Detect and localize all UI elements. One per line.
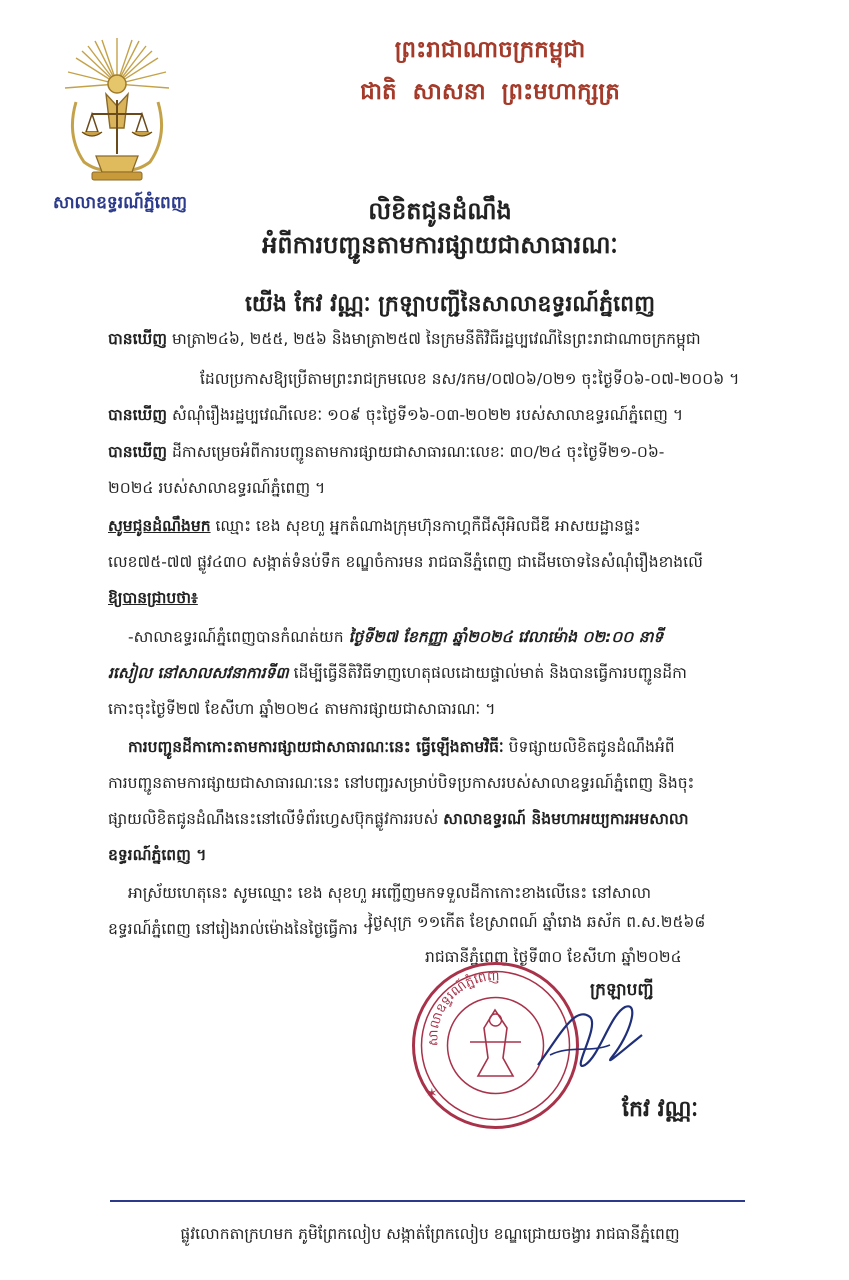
notice-line-2: លេខ៧៥-៧៧ ផ្លូវ៤៣០ សង្កាត់ទំនប់ទឹក ខណ្ឌចំការមន រាជធានីភ្នំពេញ ជាដើមចោទនៃសំណុំរឿងខាងលើ [108,553,703,571]
para2-line-4: ឧទ្ធរណ៍ភ្នំពេញ ។ [108,845,207,864]
consideration-1-cont: ដែលប្រកាសឱ្យប្រើតាមព្រះរាជក្រមលេខ នស/រកម/០៧០៦/០២១ ចុះថ្ងៃទី០៦-០៧-២០០៦ ។ [200,370,740,388]
para1-line-2 [108,664,687,683]
para1-line-1 [128,628,663,647]
consideration-label: បានឃើញ [108,442,168,461]
hearing-datetime: ថ្ងៃទី២៧ ខែកញ្ញា ឆ្នាំ២០២៤ វេលាម៉ោង ០២:០០ នាទី [348,628,664,646]
svg-text:សាលាឧទ្ធរណ៍ភ្នំពេញ [426,969,499,1046]
consideration-2 [108,406,683,425]
consideration-1 [108,330,701,349]
para3-line-2: ឧទ្ធរណ៍ភ្នំពេញ នៅរៀងរាល់ម៉ោងនៃថ្ងៃធ្វើការ ។ [108,920,373,938]
notice-text: ឈ្មោះ ខេង សុខហួ អ្នកតំណាងក្រុមហ៊ុនកាហ្គកឺជីស៊ីអិលជីឌី អាសយដ្ឋានផ្ទះ [215,517,641,535]
para2-lead: ការបញ្ជូនដីកាកោះតាមការផ្សាយជាសាធារណៈនេះ ធ្វើឡើងតាមវិធីៈ [128,737,504,756]
para2-line-3 [108,810,689,829]
court-emblem-icon [62,36,172,186]
consideration-label: បានឃើញ [108,405,168,424]
solar-date: រាជធានីភ្នំពេញ ថ្ងៃទី៣០ ខែសីហា ឆ្នាំ២០២៤ [425,948,682,966]
para3-line-1: អាស្រ័យហេតុនេះ សូមឈ្មោះ ខេង សុខហួ អញ្ជើញមកទទួលដីកាកោះខាងលើនេះ នៅសាលា [128,884,652,902]
notice-aware: ឱ្យបានជ្រាបថា៖ [108,588,198,607]
footer-divider [110,1200,745,1202]
para1-line-3: កោះចុះថ្ងៃទី២៧ ខែសីហា ឆ្នាំ២០២៤ តាមការផ្សាយជាសាធារណៈ ។ [108,700,496,718]
document-title: លិខិតជូនដំណឹង [368,196,512,225]
lunar-date: ថ្ងៃសុក្រ ១១កេីត ខែស្រាពណ៍ ឆ្នាំរោង ឆស័ក ព.ស.២៥៦៨ [368,913,706,931]
para1-rest: ដើម្បីធ្វើនីតិវិធីទាញហេតុផលដោយផ្ទាល់មាត់ និងបានធ្វើការបញ្ជូនដីកា [293,664,687,682]
para2-text: ផ្សាយលិខិតជូនដំណឹងនេះនៅលើទំព័រហ្វេសប៊ុកផ្លូវការរបស់ [108,810,439,828]
consideration-text: មាត្រា២៤៦, ២៥៥, ២៥៦ និងមាត្រា២៥៧ នៃក្រមនីតិវិធីរដ្ឋប្បវេណីនៃព្រះរាជាណាចក្រកម្ពុជា [171,330,701,348]
para1-prefix: -សាលាឧទ្ធរណ៍ភ្នំពេញបានកំណត់យក [128,628,344,646]
consideration-text: ដីកាសម្រេចអំពីការបញ្ជូនតាមការផ្សាយជាសាធារណៈលេខៈ ៣០/២៤ ចុះថ្ងៃទី២១-០៦- [171,443,665,461]
para2-line-2: ការបញ្ជូនតាមការផ្សាយជាសាធារណៈនេះ នៅបញ្ជរសម្រាប់បិទប្រកាសរបស់សាលាឧទ្ធរណ៍ភ្នំពេញ និងចុះ [108,774,695,792]
para2-rest: បិទផ្សាយលិខិតជូនដំណឹងអំពី [508,738,675,756]
signer-name: កែវ វណ្ណៈ [622,1096,699,1122]
footer-address: ផ្លូវលោកតាក្រហមក ភូមិព្រែកលៀប សង្កាត់ព្រែកលៀប ខណ្ឌជ្រោយចង្វារ រាជធានីភ្នំពេញ [180,1225,680,1243]
hearing-room: រសៀល នៅសាលសវនាការទី៣ [108,664,289,682]
para2-line-1 [128,738,675,757]
consideration-text: សំណុំរឿងរដ្ឋប្បវេណីលេខៈ ១០៩ ចុះថ្ងៃទី១៦-០៣-២០២២ របស់សាលាឧទ្ធរណ៍ភ្នំពេញ ។ [171,406,684,424]
consideration-3 [108,443,664,462]
signature-icon [530,995,650,1085]
consideration-label: បានឃើញ [108,329,168,348]
notice-lead: សូមជូនដំណឹងមក [108,516,211,535]
para2-bold: សាលាឧទ្ធរណ៍ និងមហាអយ្យការអមសាលា [443,809,689,828]
kingdom-heading: ព្រះរាជាណាចក្រកម្ពុជា [394,36,586,63]
seal-text: សាលាឧទ្ធរណ៍ភ្នំពេញ [426,969,500,1047]
notice-line-1 [108,517,641,536]
national-motto: ជាតិ សាសនា ព្រះមហាក្សត្រ [360,78,620,105]
consideration-3-cont: ២០២៤ របស់សាលាឧទ្ធរណ៍ភ្នំពេញ ។ [108,479,326,497]
signature-title: ក្រឡាបញ្ជី [590,980,654,1000]
court-name: សាលាឧទ្ធរណ៍ភ្នំពេញ [52,193,188,213]
document-subtitle: អំពីការបញ្ជូនតាមការផ្សាយជាសាធារណៈ [262,230,618,259]
svg-text:✶: ✶ [426,1086,438,1102]
issuing-authority: យើង កែវ វណ្ណៈ ក្រឡាបញ្ជីនៃសាលាឧទ្ធរណ៍ភ្នំពេញ [244,291,656,317]
